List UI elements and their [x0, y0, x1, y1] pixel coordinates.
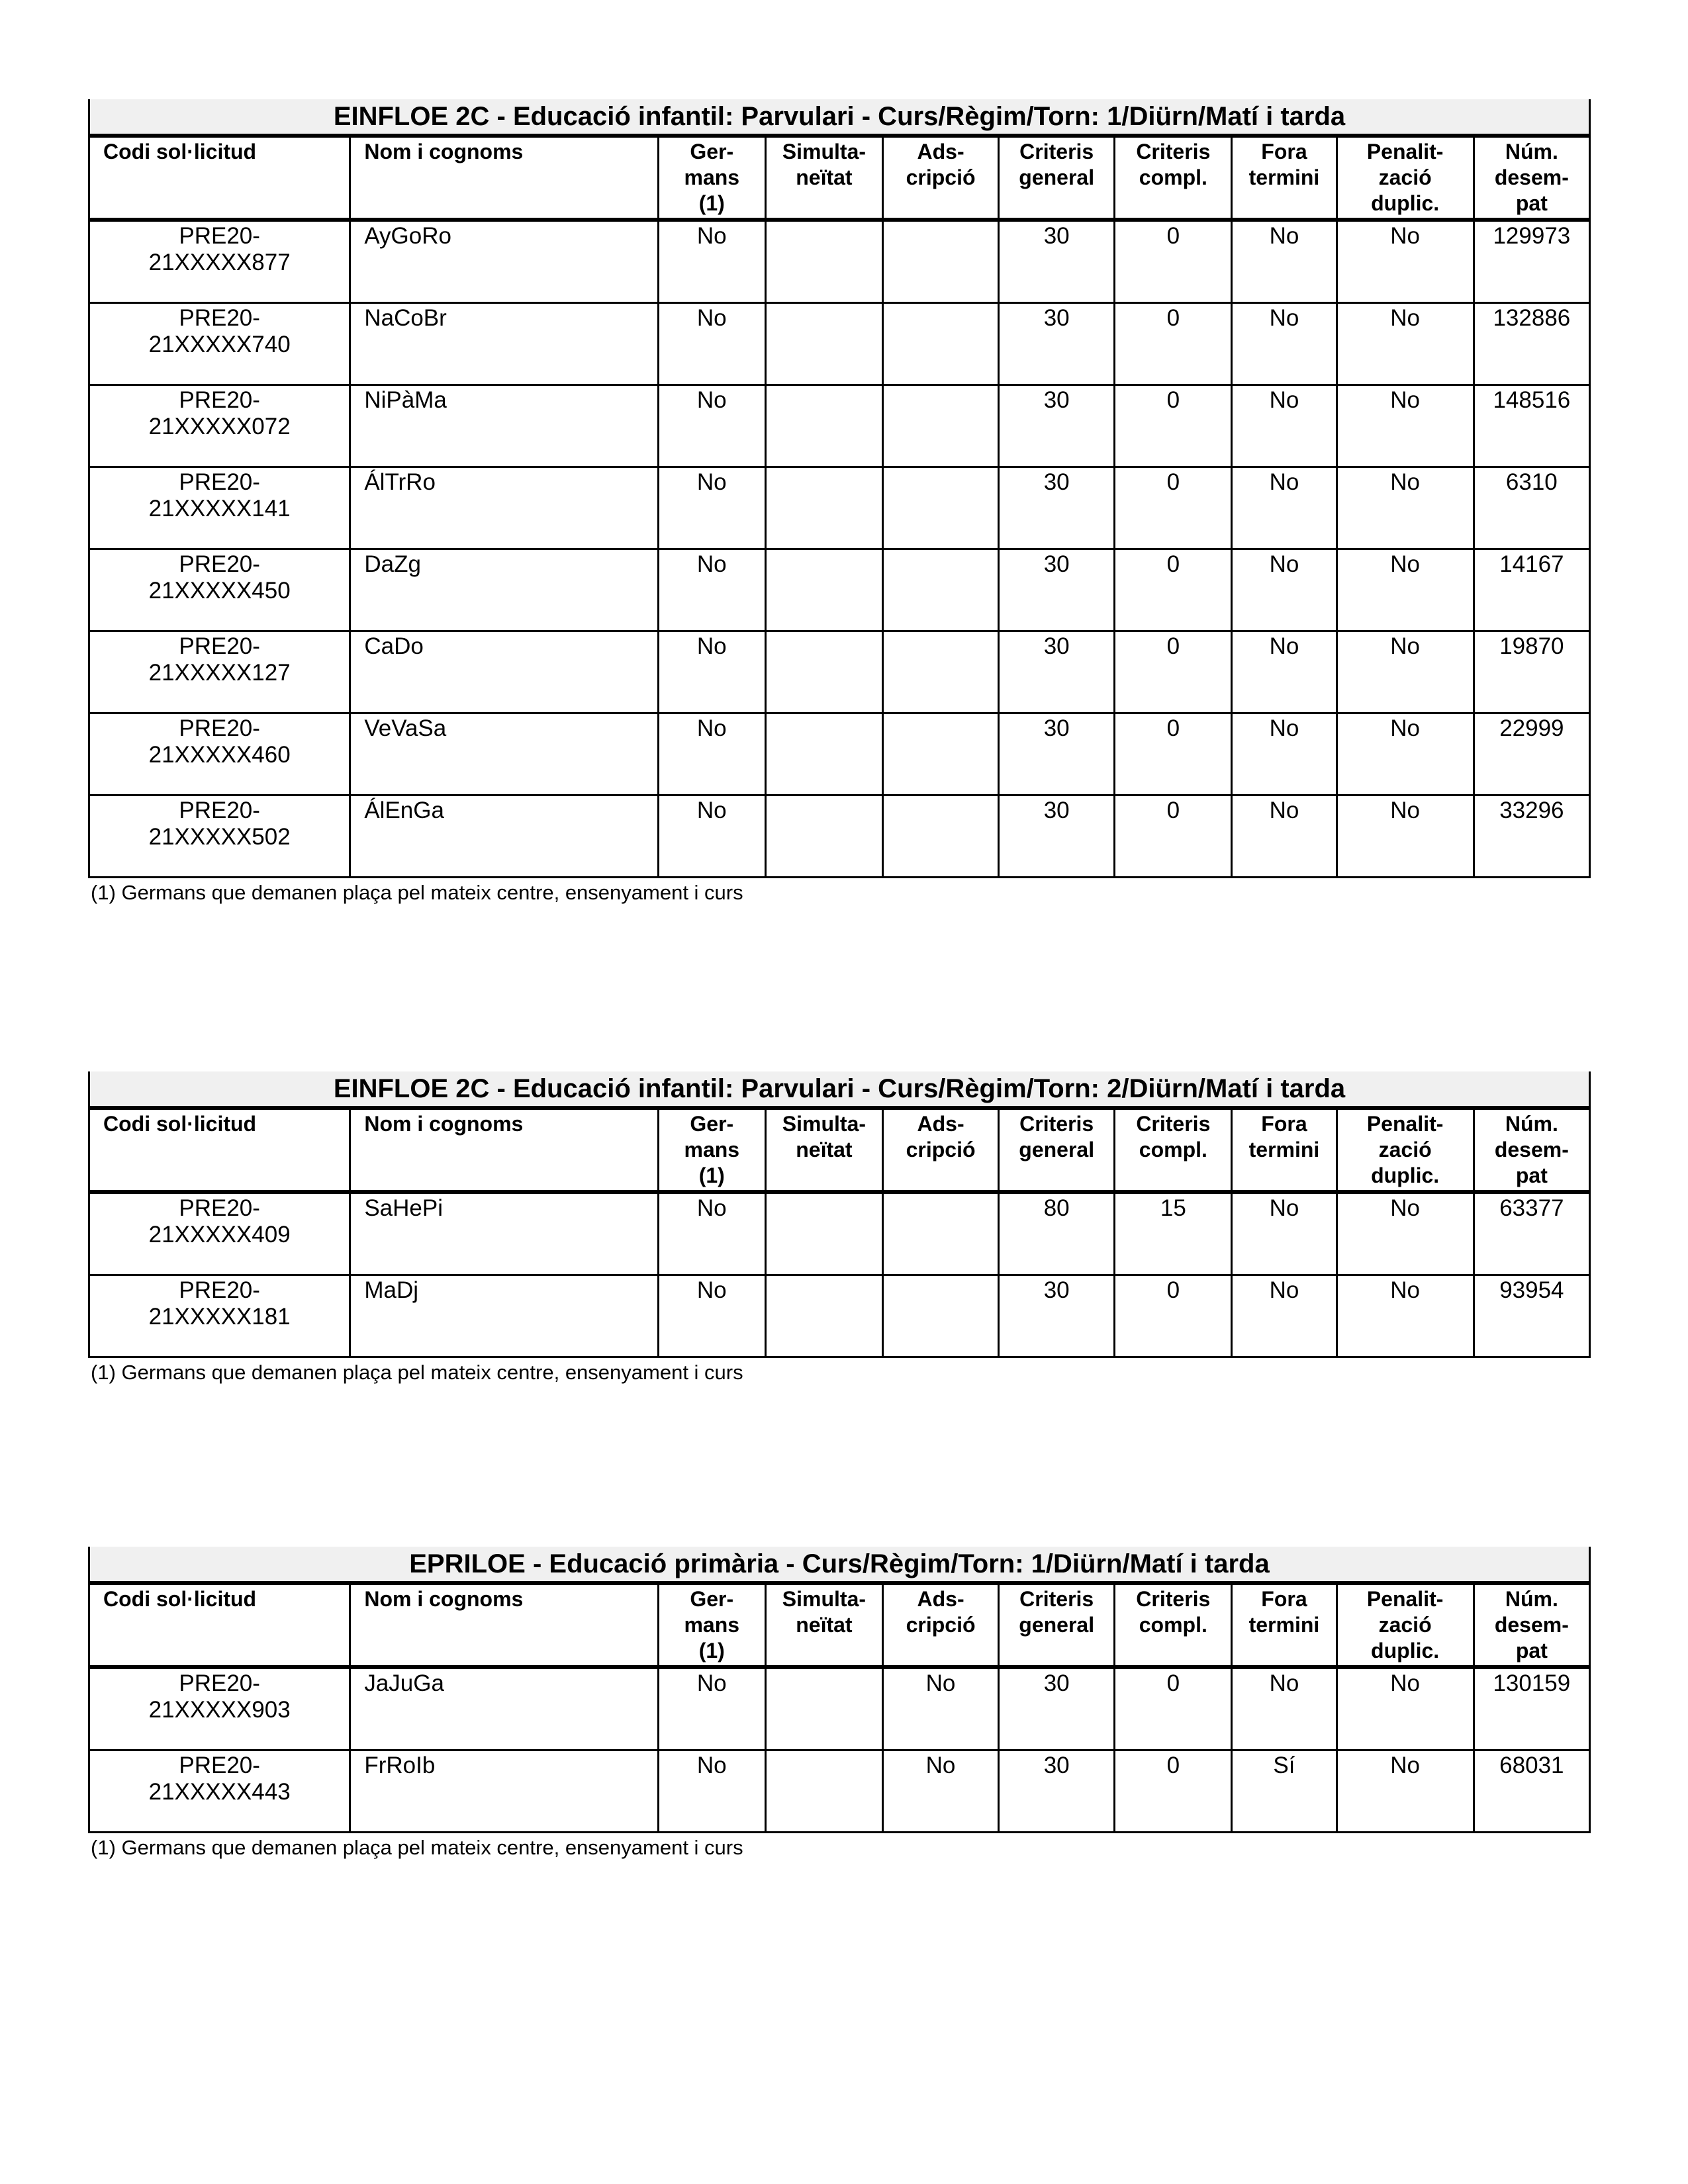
cell-criteris-compl: 0: [1115, 796, 1232, 878]
cell-germans: No: [658, 1667, 765, 1751]
table-row: [89, 303, 1590, 385]
table-title: EPRILOE - Educació primària - Curs/Règim/Torn: 1/Diürn/Matí i tarda: [89, 1547, 1590, 1583]
column-header-nom: Nom i cognoms: [350, 1583, 658, 1667]
table-row: [89, 385, 1590, 467]
cell-codi: PRE20- 21XXXXX409: [89, 1192, 350, 1275]
cell-fora-termini: No: [1232, 385, 1336, 467]
cell-adscripcio: [882, 467, 998, 549]
cell-codi: PRE20- 21XXXXX141: [89, 467, 350, 549]
results-table: [88, 1547, 1591, 1833]
cell-germans: No: [658, 220, 765, 303]
cell-fora-termini: No: [1232, 713, 1336, 796]
cell-criteris-general: 30: [999, 631, 1115, 713]
table-row: [89, 631, 1590, 713]
cell-codi: PRE20- 21XXXXX450: [89, 549, 350, 631]
results-table-block: [88, 99, 1591, 905]
cell-penalitzacio: No: [1336, 713, 1474, 796]
cell-adscripcio: [882, 1192, 998, 1275]
cell-germans: No: [658, 1192, 765, 1275]
cell-penalitzacio: No: [1336, 467, 1474, 549]
table-row: [89, 220, 1590, 303]
cell-num-desempat: 22999: [1474, 713, 1589, 796]
column-header-penalitzacio: Penalit- zació duplic.: [1336, 1108, 1474, 1192]
cell-codi: PRE20- 21XXXXX181: [89, 1275, 350, 1357]
cell-num-desempat: 68031: [1474, 1751, 1589, 1833]
cell-criteris-compl: 0: [1115, 467, 1232, 549]
cell-adscripcio: [882, 385, 998, 467]
cell-penalitzacio: No: [1336, 796, 1474, 878]
cell-nom: VeVaSa: [350, 713, 658, 796]
column-header-criteris-compl: Criteris compl.: [1115, 1108, 1232, 1192]
column-header-fora-termini: Fora termini: [1232, 1108, 1336, 1192]
footnote: (1) Germans que demanen plaça pel mateix centre, ensenyament i curs: [91, 1836, 743, 1859]
table-row: [89, 796, 1590, 878]
column-header-codi: Codi sol·licitud: [89, 1108, 350, 1192]
cell-codi: PRE20- 21XXXXX127: [89, 631, 350, 713]
table-row: [89, 467, 1590, 549]
results-table-block: [88, 1071, 1591, 1385]
cell-fora-termini: No: [1232, 303, 1336, 385]
cell-adscripcio: [882, 796, 998, 878]
cell-fora-termini: No: [1232, 1192, 1336, 1275]
footnote: (1) Germans que demanen plaça pel mateix centre, ensenyament i curs: [91, 1361, 743, 1384]
cell-criteris-compl: 0: [1115, 303, 1232, 385]
cell-penalitzacio: No: [1336, 1667, 1474, 1751]
cell-criteris-compl: 0: [1115, 1751, 1232, 1833]
cell-germans: No: [658, 1275, 765, 1357]
cell-simultaneitat: [765, 1751, 882, 1833]
column-header-simultaneitat: Simulta- neïtat: [765, 1108, 882, 1192]
cell-codi: PRE20- 21XXXXX740: [89, 303, 350, 385]
cell-criteris-general: 30: [999, 1667, 1115, 1751]
cell-penalitzacio: No: [1336, 385, 1474, 467]
cell-penalitzacio: No: [1336, 303, 1474, 385]
cell-num-desempat: 148516: [1474, 385, 1589, 467]
cell-germans: No: [658, 796, 765, 878]
cell-criteris-general: 30: [999, 713, 1115, 796]
cell-nom: NaCoBr: [350, 303, 658, 385]
cell-codi: PRE20- 21XXXXX460: [89, 713, 350, 796]
table-row: [89, 1275, 1590, 1357]
cell-nom: AyGoRo: [350, 220, 658, 303]
cell-penalitzacio: No: [1336, 631, 1474, 713]
column-header-num-desempat: Núm. desem- pat: [1474, 136, 1589, 220]
column-header-adscripcio: Ads- cripció: [882, 136, 998, 220]
cell-adscripcio: No: [882, 1751, 998, 1833]
column-header-adscripcio: Ads- cripció: [882, 1583, 998, 1667]
cell-nom: DaZg: [350, 549, 658, 631]
cell-num-desempat: 6310: [1474, 467, 1589, 549]
table-row: [89, 549, 1590, 631]
table-title: EINFLOE 2C - Educació infantil: Parvulari - Curs/Règim/Torn: 2/Diürn/Matí i tarda: [89, 1071, 1590, 1108]
cell-criteris-general: 30: [999, 549, 1115, 631]
cell-criteris-compl: 0: [1115, 631, 1232, 713]
table-row: [89, 713, 1590, 796]
cell-num-desempat: 33296: [1474, 796, 1589, 878]
cell-fora-termini: No: [1232, 796, 1336, 878]
cell-simultaneitat: [765, 549, 882, 631]
cell-criteris-general: 30: [999, 1751, 1115, 1833]
cell-nom: ÁlEnGa: [350, 796, 658, 878]
column-header-codi: Codi sol·licitud: [89, 1583, 350, 1667]
cell-simultaneitat: [765, 385, 882, 467]
column-header-germans: Ger- mans (1): [658, 1108, 765, 1192]
column-header-criteris-compl: Criteris compl.: [1115, 136, 1232, 220]
column-header-fora-termini: Fora termini: [1232, 136, 1336, 220]
cell-criteris-compl: 0: [1115, 1667, 1232, 1751]
table-title: EINFLOE 2C - Educació infantil: Parvulari - Curs/Règim/Torn: 1/Diürn/Matí i tarda: [89, 99, 1590, 136]
cell-criteris-compl: 0: [1115, 1275, 1232, 1357]
table-row: [89, 1192, 1590, 1275]
column-header-codi: Codi sol·licitud: [89, 136, 350, 220]
cell-nom: JaJuGa: [350, 1667, 658, 1751]
column-header-criteris-compl: Criteris compl.: [1115, 1583, 1232, 1667]
column-header-num-desempat: Núm. desem- pat: [1474, 1583, 1589, 1667]
table-row: [89, 1667, 1590, 1751]
cell-germans: No: [658, 631, 765, 713]
cell-simultaneitat: [765, 1667, 882, 1751]
cell-germans: No: [658, 549, 765, 631]
cell-germans: No: [658, 713, 765, 796]
cell-num-desempat: 129973: [1474, 220, 1589, 303]
cell-adscripcio: [882, 713, 998, 796]
results-table: [88, 1071, 1591, 1358]
cell-germans: No: [658, 1751, 765, 1833]
cell-penalitzacio: No: [1336, 1275, 1474, 1357]
cell-germans: No: [658, 467, 765, 549]
cell-adscripcio: No: [882, 1667, 998, 1751]
cell-fora-termini: Sí: [1232, 1751, 1336, 1833]
column-header-simultaneitat: Simulta- neïtat: [765, 136, 882, 220]
column-header-nom: Nom i cognoms: [350, 1108, 658, 1192]
cell-germans: No: [658, 385, 765, 467]
cell-fora-termini: No: [1232, 220, 1336, 303]
footnote: (1) Germans que demanen plaça pel mateix centre, ensenyament i curs: [91, 881, 743, 904]
cell-simultaneitat: [765, 796, 882, 878]
cell-adscripcio: [882, 1275, 998, 1357]
column-header-criteris-general: Criteris general: [999, 136, 1115, 220]
table-row: [89, 1751, 1590, 1833]
cell-nom: FrRoIb: [350, 1751, 658, 1833]
cell-codi: PRE20- 21XXXXX072: [89, 385, 350, 467]
cell-penalitzacio: No: [1336, 1192, 1474, 1275]
column-header-nom: Nom i cognoms: [350, 136, 658, 220]
cell-criteris-compl: 0: [1115, 385, 1232, 467]
column-header-penalitzacio: Penalit- zació duplic.: [1336, 136, 1474, 220]
column-header-germans: Ger- mans (1): [658, 136, 765, 220]
cell-codi: PRE20- 21XXXXX877: [89, 220, 350, 303]
cell-simultaneitat: [765, 631, 882, 713]
cell-num-desempat: 63377: [1474, 1192, 1589, 1275]
column-header-num-desempat: Núm. desem- pat: [1474, 1108, 1589, 1192]
cell-nom: ÁlTrRo: [350, 467, 658, 549]
column-header-adscripcio: Ads- cripció: [882, 1108, 998, 1192]
column-header-germans: Ger- mans (1): [658, 1583, 765, 1667]
cell-penalitzacio: No: [1336, 549, 1474, 631]
cell-codi: PRE20- 21XXXXX903: [89, 1667, 350, 1751]
cell-nom: MaDj: [350, 1275, 658, 1357]
cell-simultaneitat: [765, 713, 882, 796]
cell-criteris-general: 30: [999, 796, 1115, 878]
cell-num-desempat: 132886: [1474, 303, 1589, 385]
column-header-fora-termini: Fora termini: [1232, 1583, 1336, 1667]
cell-fora-termini: No: [1232, 467, 1336, 549]
results-table-block: [88, 1547, 1591, 1860]
cell-penalitzacio: No: [1336, 220, 1474, 303]
cell-simultaneitat: [765, 303, 882, 385]
cell-adscripcio: [882, 549, 998, 631]
cell-criteris-general: 30: [999, 467, 1115, 549]
cell-nom: CaDo: [350, 631, 658, 713]
cell-num-desempat: 130159: [1474, 1667, 1589, 1751]
cell-simultaneitat: [765, 1275, 882, 1357]
cell-adscripcio: [882, 631, 998, 713]
cell-num-desempat: 93954: [1474, 1275, 1589, 1357]
cell-criteris-compl: 0: [1115, 220, 1232, 303]
cell-germans: No: [658, 303, 765, 385]
column-header-criteris-general: Criteris general: [999, 1583, 1115, 1667]
cell-criteris-general: 30: [999, 303, 1115, 385]
cell-criteris-general: 30: [999, 220, 1115, 303]
cell-criteris-general: 80: [999, 1192, 1115, 1275]
cell-codi: PRE20- 21XXXXX443: [89, 1751, 350, 1833]
cell-num-desempat: 14167: [1474, 549, 1589, 631]
cell-criteris-compl: 15: [1115, 1192, 1232, 1275]
cell-simultaneitat: [765, 1192, 882, 1275]
cell-codi: PRE20- 21XXXXX502: [89, 796, 350, 878]
column-header-criteris-general: Criteris general: [999, 1108, 1115, 1192]
cell-simultaneitat: [765, 467, 882, 549]
column-header-penalitzacio: Penalit- zació duplic.: [1336, 1583, 1474, 1667]
cell-fora-termini: No: [1232, 1667, 1336, 1751]
cell-adscripcio: [882, 220, 998, 303]
column-header-simultaneitat: Simulta- neïtat: [765, 1583, 882, 1667]
cell-nom: NiPàMa: [350, 385, 658, 467]
cell-num-desempat: 19870: [1474, 631, 1589, 713]
cell-fora-termini: No: [1232, 1275, 1336, 1357]
cell-fora-termini: No: [1232, 549, 1336, 631]
cell-criteris-general: 30: [999, 385, 1115, 467]
results-table: [88, 99, 1591, 878]
cell-penalitzacio: No: [1336, 1751, 1474, 1833]
cell-nom: SaHePi: [350, 1192, 658, 1275]
cell-simultaneitat: [765, 220, 882, 303]
cell-fora-termini: No: [1232, 631, 1336, 713]
cell-criteris-general: 30: [999, 1275, 1115, 1357]
cell-criteris-compl: 0: [1115, 713, 1232, 796]
cell-criteris-compl: 0: [1115, 549, 1232, 631]
cell-adscripcio: [882, 303, 998, 385]
